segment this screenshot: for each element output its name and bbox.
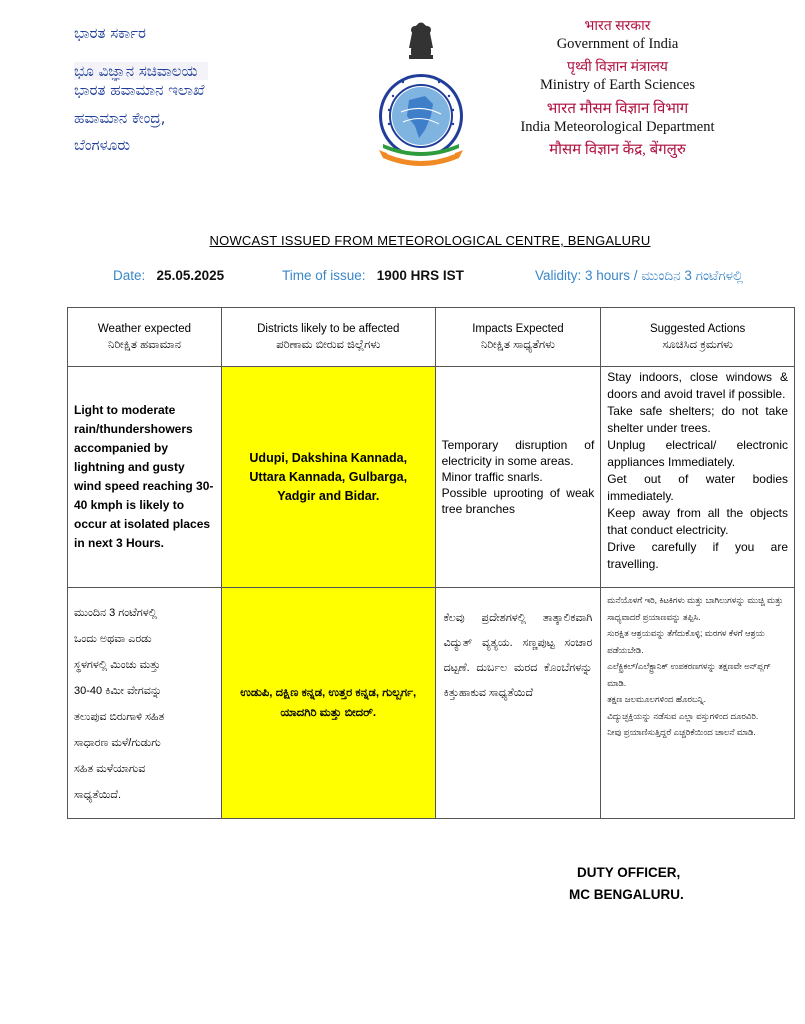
weather-expected-en: Light to moderate rain/thundershowers accompanied by lightning and gusty wind speed reaching 30-40 kmph is likely to occur at isolated places in next 3 Hours. <box>68 367 222 588</box>
en-header-line6: India Meteorological Department <box>520 119 715 135</box>
action-item: Get out of water bodies immediately. <box>607 472 788 503</box>
table-header-row <box>68 308 795 367</box>
en-header-line2: Government of India <box>556 36 679 52</box>
hi-header-line1: भारत सरकार <box>584 19 651 34</box>
signature-line1: DUTY OFFICER, <box>577 865 681 880</box>
action-item: Take safe shelters; do not take shelter under trees. <box>607 404 788 435</box>
nowcast-table <box>67 307 795 819</box>
weather-expected-kn: ಮುಂದಿನ 3 ಗಂಟೆಗಳಲ್ಲಿ ಒಂದು ಅಥವಾ ಎರಡು ಸ್ಥಳಗಳಲ್ಲಿ ಮಿಂಚು ಮತ್ತು 30-40 ಕಿಮೀ ವೇಗವನ್ನು ತಲುಪುವ ಬಿರುಗಾಳಿ ಸಹಿತ ಸಾಧಾರಣ ಮಳೆ/ಗುಡುಗು ಸಹಿತ ಮಳೆಯಾಗುವ ಸಾಧ್ಯತೆಯಿದೆ. <box>68 588 222 819</box>
kn-header-line4: ಹವಾಮಾನ ಕೇಂದ್ರ, <box>74 109 166 127</box>
action-item: Unplug electrical/ electronic appliances Immediately. <box>607 438 788 469</box>
districts-en: Udupi, Dakshina Kannada, Uttara Kannada, Gulbarga, Yadgir and Bidar. <box>221 367 435 588</box>
impacts-en <box>435 367 601 588</box>
hi-header-line7: मौसम विज्ञान केंद्र, बेंगलुरु <box>549 142 686 158</box>
actions-en <box>601 367 795 588</box>
kn-header-line1: ಭಾರತ ಸರ್ಕಾರ <box>74 24 146 42</box>
date-value: 25.05.2025 <box>156 268 225 283</box>
kn-header-line3: ಭಾರತ ಹವಾಮಾನ ಇಲಾಖೆ <box>74 81 205 99</box>
imd-logo-icon <box>373 18 469 166</box>
action-item: ವಿದ್ಯುಚ್ಛಕ್ತಿಯನ್ನು ನಡೆಸುವ ಎಲ್ಲಾ ವಸ್ತುಗಳಿಂದ ದೂರವಿರಿ. <box>607 710 759 721</box>
action-item: Keep away from all the objects that conduct electricity. <box>607 506 788 537</box>
action-item: ತಕ್ಷಣ ಜಲಮೂಲಗಳಿಂದ ಹೊರಬನ್ನಿ. <box>607 694 707 704</box>
action-item: ಮನೆಯೊಳಗೆ ಇರಿ, ಕಿಟಕಿಗಳು ಮತ್ತು ಬಾಗಿಲುಗಳನ್ನು ಮುಚ್ಚಿ ಮತ್ತು ಸಾಧ್ಯವಾದರೆ ಪ್ರಯಾಣವನ್ನು ತಪ್ಪಿಸಿ. <box>607 595 784 622</box>
impact-item: Possible uprooting of weak tree branches <box>441 486 595 516</box>
hi-header-line3: पृथ्वी विज्ञान मंत्रालय <box>567 60 668 75</box>
time-label: Time of issue: <box>282 268 366 283</box>
header-districts: Districts likely to be affected ಪರಿಣಾಮ ಬೀರುವ ಜಿಲ್ಲೆಗಳು <box>221 308 435 367</box>
impacts-kn: ಕೆಲವು ಪ್ರದೇಶಗಳಲ್ಲಿ ತಾತ್ಕಾಲಿಕವಾಗಿ ವಿದ್ಯುತ್ ವ್ಯತ್ಯಯ. ಸಣ್ಣಪುಟ್ಟ ಸಂಚಾರ ದಟ್ಟಣೆ. ದುರ್ಬಲ ಮರದ ಕೊಂಬೆಗಳನ್ನು ಕಿತ್ತುಹಾಕುವ ಸಾಧ್ಯತೆಯಿದೆ <box>435 588 601 819</box>
signature-line2: MC BENGALURU. <box>569 887 684 902</box>
header-actions: Suggested Actions ಸೂಚಿಸಿದ ಕ್ರಮಗಳು <box>601 308 795 367</box>
validity: Validity: 3 hours / ಮುಂದಿನ 3 ಗಂಟೆಗಳಲ್ಲಿ <box>535 268 744 283</box>
table-row-kannada <box>68 588 795 819</box>
action-item: ನೀವು ಪ್ರಯಾಣಿಸುತ್ತಿದ್ದರೆ ಎಚ್ಚರಿಕೆಯಿಂದ ಚಾಲನೆ ಮಾಡಿ. <box>607 727 756 737</box>
signature-block <box>569 862 684 906</box>
action-item: ಸುರಕ್ಷಿತ ಆಶ್ರಯವನ್ನು ತೆಗೆದುಕೊಳ್ಳಿ; ಮರಗಳ ಕೆಳಗೆ ಆಶ್ರಯ ಪಡೆಯಬೇಡಿ. <box>607 628 765 655</box>
hi-header-line5: भारत मौसम विज्ञान विभाग <box>546 101 689 117</box>
kn-header-line2: ಭೂ ವಿಜ್ಞಾನ ಸಚಿವಾಲಯ <box>74 62 208 80</box>
table-row-english <box>68 367 795 588</box>
en-header-line4: Ministry of Earth Sciences <box>539 77 696 93</box>
impact-item: Temporary disruption of electricity in some areas. <box>441 438 595 468</box>
page-title: NOWCAST ISSUED FROM METEOROLOGICAL CENTRE, BENGALURU <box>209 233 651 248</box>
time-value: 1900 HRS IST <box>376 268 464 283</box>
issue-time <box>282 268 464 283</box>
date-label: Date: <box>113 268 146 283</box>
action-item: ಎಲೆಕ್ಟ್ರಿಕಲ್/ಎಲೆಕ್ಟ್ರಾನಿಕ್ ಉಪಕರಣಗಳನ್ನು ತಕ್ಷಣವೇ ಅನ್‌ಪ್ಲಗ್ ಮಾಡಿ. <box>607 661 772 688</box>
header-weather: Weather expected ನಿರೀಕ್ಷಿತ ಹವಾಮಾನ <box>68 308 222 367</box>
action-item: Drive carefully if you are travelling. <box>607 540 788 571</box>
impact-item: Minor traffic snarls. <box>441 470 543 484</box>
issue-date <box>113 268 224 283</box>
kn-header-line5: ಬೆಂಗಳೂರು <box>74 136 131 154</box>
header-impacts: Impacts Expected ನಿರೀಕ್ಷಿತ ಸಾಧ್ಯತೆಗಳು <box>435 308 601 367</box>
action-item: Stay indoors, close windows & doors and avoid travel if possible. <box>607 370 788 401</box>
districts-kn: ಉಡುಪಿ, ದಕ್ಷಿಣ ಕನ್ನಡ, ಉತ್ತರ ಕನ್ನಡ, ಗುಲ್ಬರ್ಗ, ಯಾದಗಿರಿ ಮತ್ತು ಬೀದರ್. <box>221 588 435 819</box>
actions-kn <box>601 588 795 819</box>
